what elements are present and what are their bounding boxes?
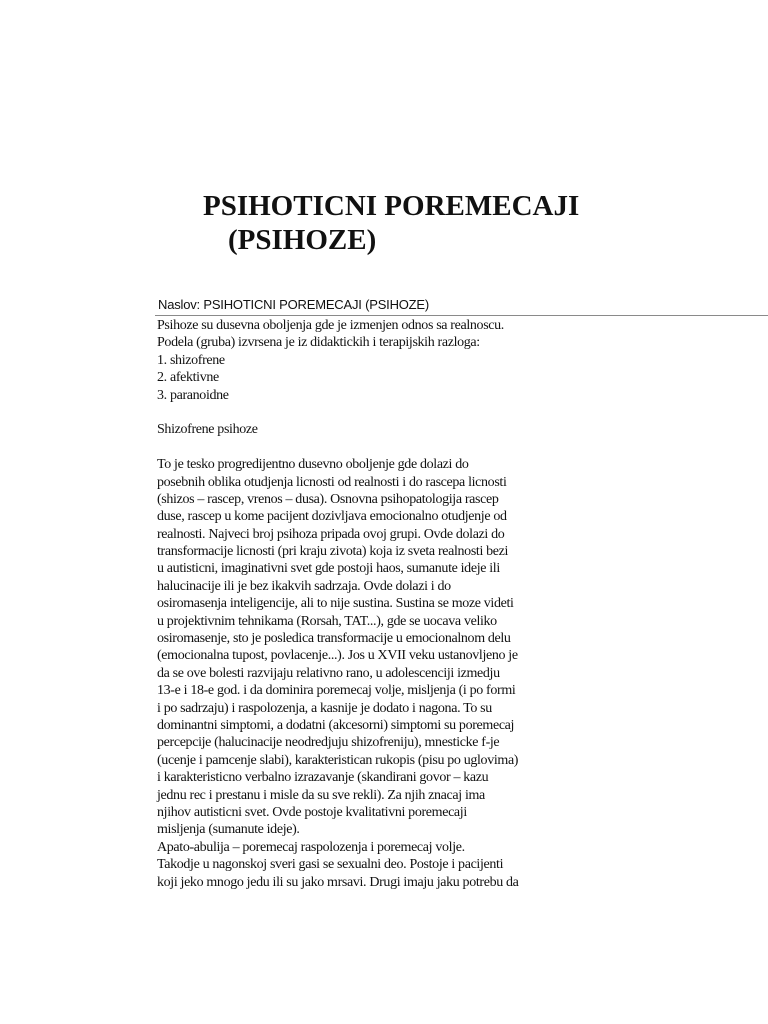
body-line: dominantni simptomi, a dodatni (akcesorni) simptomi su poremecaj (157, 717, 515, 733)
body-line: osiromasenje, sto je posledica transformacije u emocionalnom delu (157, 631, 511, 647)
document-title (203, 189, 723, 257)
body-line: (shizos – rascep, vrenos – dusa). Osnovna psihopatologija rascep (157, 491, 499, 507)
body-line: i po sadrzaju) i raspolozenja, a kasnije je dodato i nagona. To su (157, 700, 492, 716)
blank-line (157, 439, 587, 456)
body-line: posebnih oblika otudjenja licnosti od realnosti i do rascepa licnosti (157, 474, 507, 490)
body-line: (emocionalna tupost, povlacenje...). Jos u XVII veku ustanovljeno je (157, 648, 518, 664)
body-line: 1. shizofrene (157, 352, 225, 368)
body-line: osiromasenja inteligencije, ali to nije sustina. Sustina se moze videti (157, 596, 514, 612)
body-line: u autisticni, imaginativni svet gde postoji haos, sumanute ideje ili (157, 561, 500, 577)
body-line: Psihoze su dusevna oboljenja gde je izmenjen odnos sa realnoscu. (157, 318, 504, 333)
title-line-1: PSIHOTICNI POREMECAJI (203, 190, 580, 222)
body-line: Takodje u nagonskoj sveri gasi se sexualni deo. Postoje i pacijenti (157, 857, 504, 873)
body-line: realnosti. Najveci broj psihoza pripada ovoj grupi. Ovde dolazi do (157, 526, 505, 542)
blank-line (157, 404, 587, 421)
body-line: koji jeko mnogo jedu ili su jako mrsavi. Drugi imaju jaku potrebu da (157, 874, 519, 890)
body-line: jednu rec i prestanu i misle da su sve rekli). Za njih znacaj ima (157, 787, 485, 803)
title-line-2: (PSIHOZE) (228, 224, 377, 256)
naslov-line: Naslov: PSIHOTICNI POREMECAJI (PSIHOZE) (158, 297, 430, 312)
body-line: da se ove bolesti razvijaju relativno rano, u adolescenciji izmedju (157, 665, 500, 681)
body-line: njihov autisticni svet. Ovde postoje kvalitativni poremecaji (157, 804, 467, 820)
body-line: Podela (gruba) izvrsena je iz didaktickih i terapijskih razloga: (157, 335, 480, 351)
body-line: Apato-abulija – poremecaj raspolozenja i poremecaj volje. (157, 839, 465, 855)
body-line: halucinacije ili je bez ikakvih sadrzaja. Ovde dolazi i do (157, 578, 451, 594)
body-line: 3. paranoidne (157, 387, 229, 403)
body-line: u projektivnim tehnikama (Rorsah, TAT...), gde se uocava veliko (157, 613, 497, 629)
body-line: percepcije (halucinacije neodredjuju shizofreniju), mnesticke f-je (157, 735, 500, 751)
body-line: duse, rascep u kome pacijent dozivljava emocionalno otudjenje od (157, 509, 507, 525)
body-line: 2. afektivne (157, 370, 219, 386)
body-line: To je tesko progredijentno dusevno oboljenje gde dolazi do (157, 457, 469, 473)
body-line: 13-e i 18-e god. i da dominira poremecaj volje, misljenja (i po formi (157, 683, 516, 699)
horizontal-rule (155, 315, 768, 316)
body-line: (ucenje i pamcenje slabi), karakteristican rukopis (pisu po uglovima) (157, 752, 519, 768)
document-body (157, 317, 587, 891)
body-line: i karakteristicno verbalno izrazavanje (skandirani govor – kazu (157, 770, 489, 786)
body-line: transformacije licnosti (pri kraju zivota) koja iz sveta realnosti bezi (157, 544, 509, 560)
body-line: Shizofrene psihoze (157, 422, 258, 438)
body-line: misljenja (sumanute ideje). (157, 822, 300, 838)
